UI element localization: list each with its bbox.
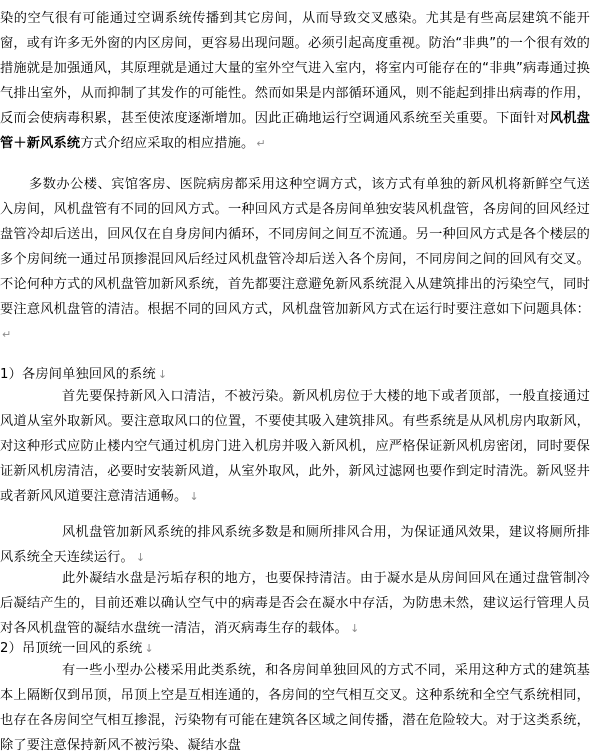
line-break-icon: ↓ — [135, 551, 146, 564]
line-break-icon: ↓ — [189, 490, 199, 503]
paragraph-system-overview-text: 多数办公楼、宾馆客房、医院病房都采用这种空调方式，该方式有单独的新风机将新鲜空气送入房间，风机盘管有不同的回风方式。一种回风方式是各房间单独安装风机盘管，各房间的回风经过盘管冷却后送出，回风仅在自身房间内循环，不同房间之间互不流通。另一种回风方式是各个楼层的多个房间统一通过吊顶掺混回风后经过风机盘管冷却后送入各个房间，不同房间之间的回风有交叉。不论何种方式的风机盘管加新风系统，首先都要注意避免新风系统混入从建筑排出的污染空气，同时要注意风机盘管的清洁。根据不同的回风方式，风机盘管加新风方式在运行时要注意如下问题具体： — [0, 177, 590, 317]
paragraph-intro — [0, 6, 590, 156]
paragraph-fresh-air-intake — [0, 384, 590, 509]
paragraph-ceiling-system — [0, 658, 590, 755]
line-break-icon: ↓ — [157, 368, 168, 381]
paragraph-ceiling-system-text: 有一些小型办公楼采用此类系统，和各房间单独回风的方式不同，采用这种方式的建筑基本上隔断仅到吊顶，吊顶上空是互相连通的，各房间的空气相互交叉。这种系统和全空气系统相同，也存在各房间空气相互掺混，污染物有可能在建筑各区域之间传播，潜在危险较大。对于这类系统，除了要注意保持新风不被污染、凝结水盘 — [0, 663, 590, 753]
paragraph-condensate-pan — [0, 566, 590, 641]
line-break-icon: ↓ — [350, 622, 360, 635]
paragraph-condensate-pan-text: 此外凝结水盘是污垢存积的地方，也要保持清洁。由于凝水是从房间回风在通过盘管制冷后凝结产生的，目前还难以确认空气中的病毒是否会在凝水中存活，为防患未然，建议运行管理人员对各风机盘管的凝结水盘统一清洁，消灭病毒生存的载体。 — [0, 571, 590, 636]
paragraph-intro-tail: 方式介绍应采取的相应措施。 — [80, 136, 255, 151]
paragraph-exhaust-text: 风机盘管加新风系统的排风系统多数是和厕所排风合用，为保证通风效果，建议将厕所排风系统全天连续运行。 — [0, 525, 590, 565]
paragraph-fresh-air-intake-text: 首先要保持新风入口清洁，不被污染。新风机房位于大楼的地下或者顶部，一般直接通过风道从室外取新风。要注意取风口的位置，不要使其吸入建筑排风。有些系统是从风机房内取新风，对这种形式应防止楼内空气通过机房门进入机房并吸入新风机，应严格保证新风机房密闭，同时要保证新风机房清洁，必要时安装新风道，从室外取风，此外，新风过滤网也要作到定时清洗。新风竖井或者新风风道要注意清洁通畅。 — [0, 389, 590, 504]
section-heading-individual-return-text: 1）各房间单独回风的系统 — [0, 367, 156, 382]
paragraph-mark-icon: ↵ — [256, 137, 266, 150]
paragraph-system-overview — [0, 172, 590, 347]
paragraph-exhaust — [0, 520, 590, 570]
paragraph-intro-bold: 风机盘管＋新风系统 — [0, 111, 590, 151]
line-break-icon: ↓ — [144, 642, 154, 655]
paragraph-intro-text: 染的空气很有可能通过空调系统传播到其它房间，从而导致交叉感染。尤其是有些高层建筑不能开窗，或有许多无外窗的内区房间，更容易出现问题。必须引起高度重视。防治“非典”的一个很有效的措施就是加强通风，其原理就是通过大量的室外空气进入室内，将室内可能存在的“非典”病毒通过换气排出室外，从而抑制了其发作的可能性。然而如果是内部循环通风，则不能起到排出病毒的作用，反而会使病毒积累，甚至使浓度逐渐增加。因此正确地运行空调通风系统至关重要。下面针对 — [0, 11, 590, 126]
paragraph-mark-icon: ↵ — [2, 328, 12, 341]
section-heading-ceiling-return-text: 2）吊顶统一回风的系统 — [0, 641, 143, 656]
